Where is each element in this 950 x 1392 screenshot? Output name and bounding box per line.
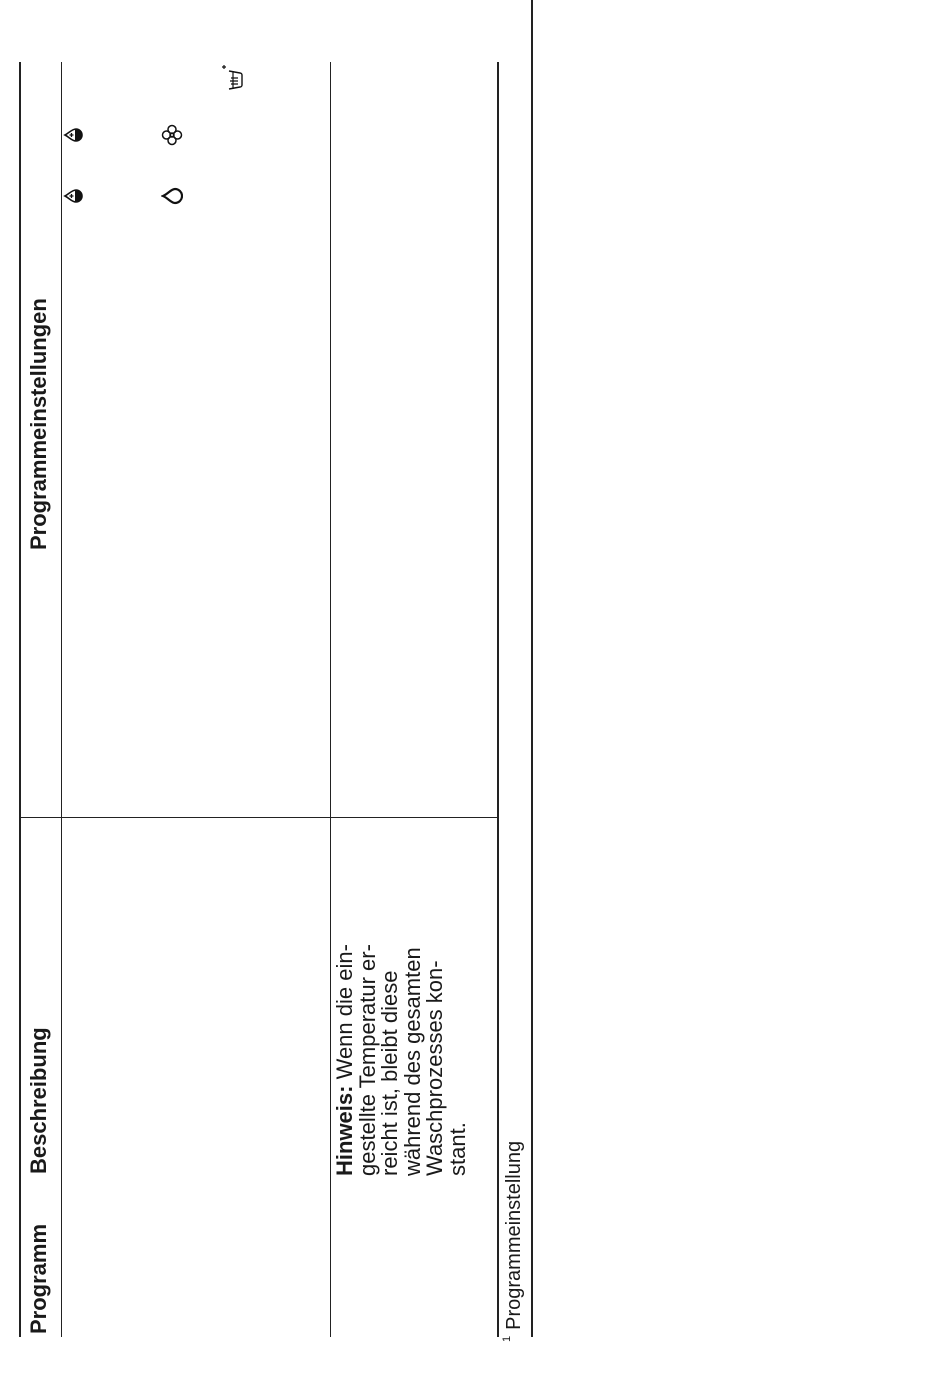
header-beschreibung: Beschreibung: [26, 1027, 51, 1174]
header-programm: Programm: [26, 1223, 51, 1334]
note-line: gestellte Temperatur er-: [354, 944, 380, 1176]
header-separator-settings: [61, 62, 62, 1337]
table-top-border: [19, 62, 21, 1337]
row-separator: [330, 62, 331, 1337]
note-line: reicht ist, bleibt diese: [377, 970, 402, 1176]
note-text: [334, 816, 469, 1176]
note-label: Hinweis:: [332, 1085, 357, 1176]
footnote: [503, 1141, 526, 1342]
footnote-marker: 1: [501, 1335, 513, 1342]
hand-wash-plus-icon: [222, 64, 246, 92]
header-programmeinstellungen: Programmeinstellungen: [26, 298, 51, 550]
water-plus-icon: [63, 186, 83, 206]
footnote-text: Programmeinstellung: [503, 1140, 525, 1330]
drop-icon: [161, 186, 183, 206]
note-line: Waschprozesses kon-: [422, 960, 447, 1176]
note-line: Wenn die ein-: [332, 944, 357, 1086]
water-plus-icon: [63, 125, 83, 145]
footnote-bottom-border: [531, 0, 533, 1337]
table-bottom-border: [497, 62, 499, 1337]
flower-icon: [161, 124, 183, 146]
note-line: stant.: [444, 1122, 470, 1176]
note-line: während des gesamten: [399, 947, 425, 1176]
